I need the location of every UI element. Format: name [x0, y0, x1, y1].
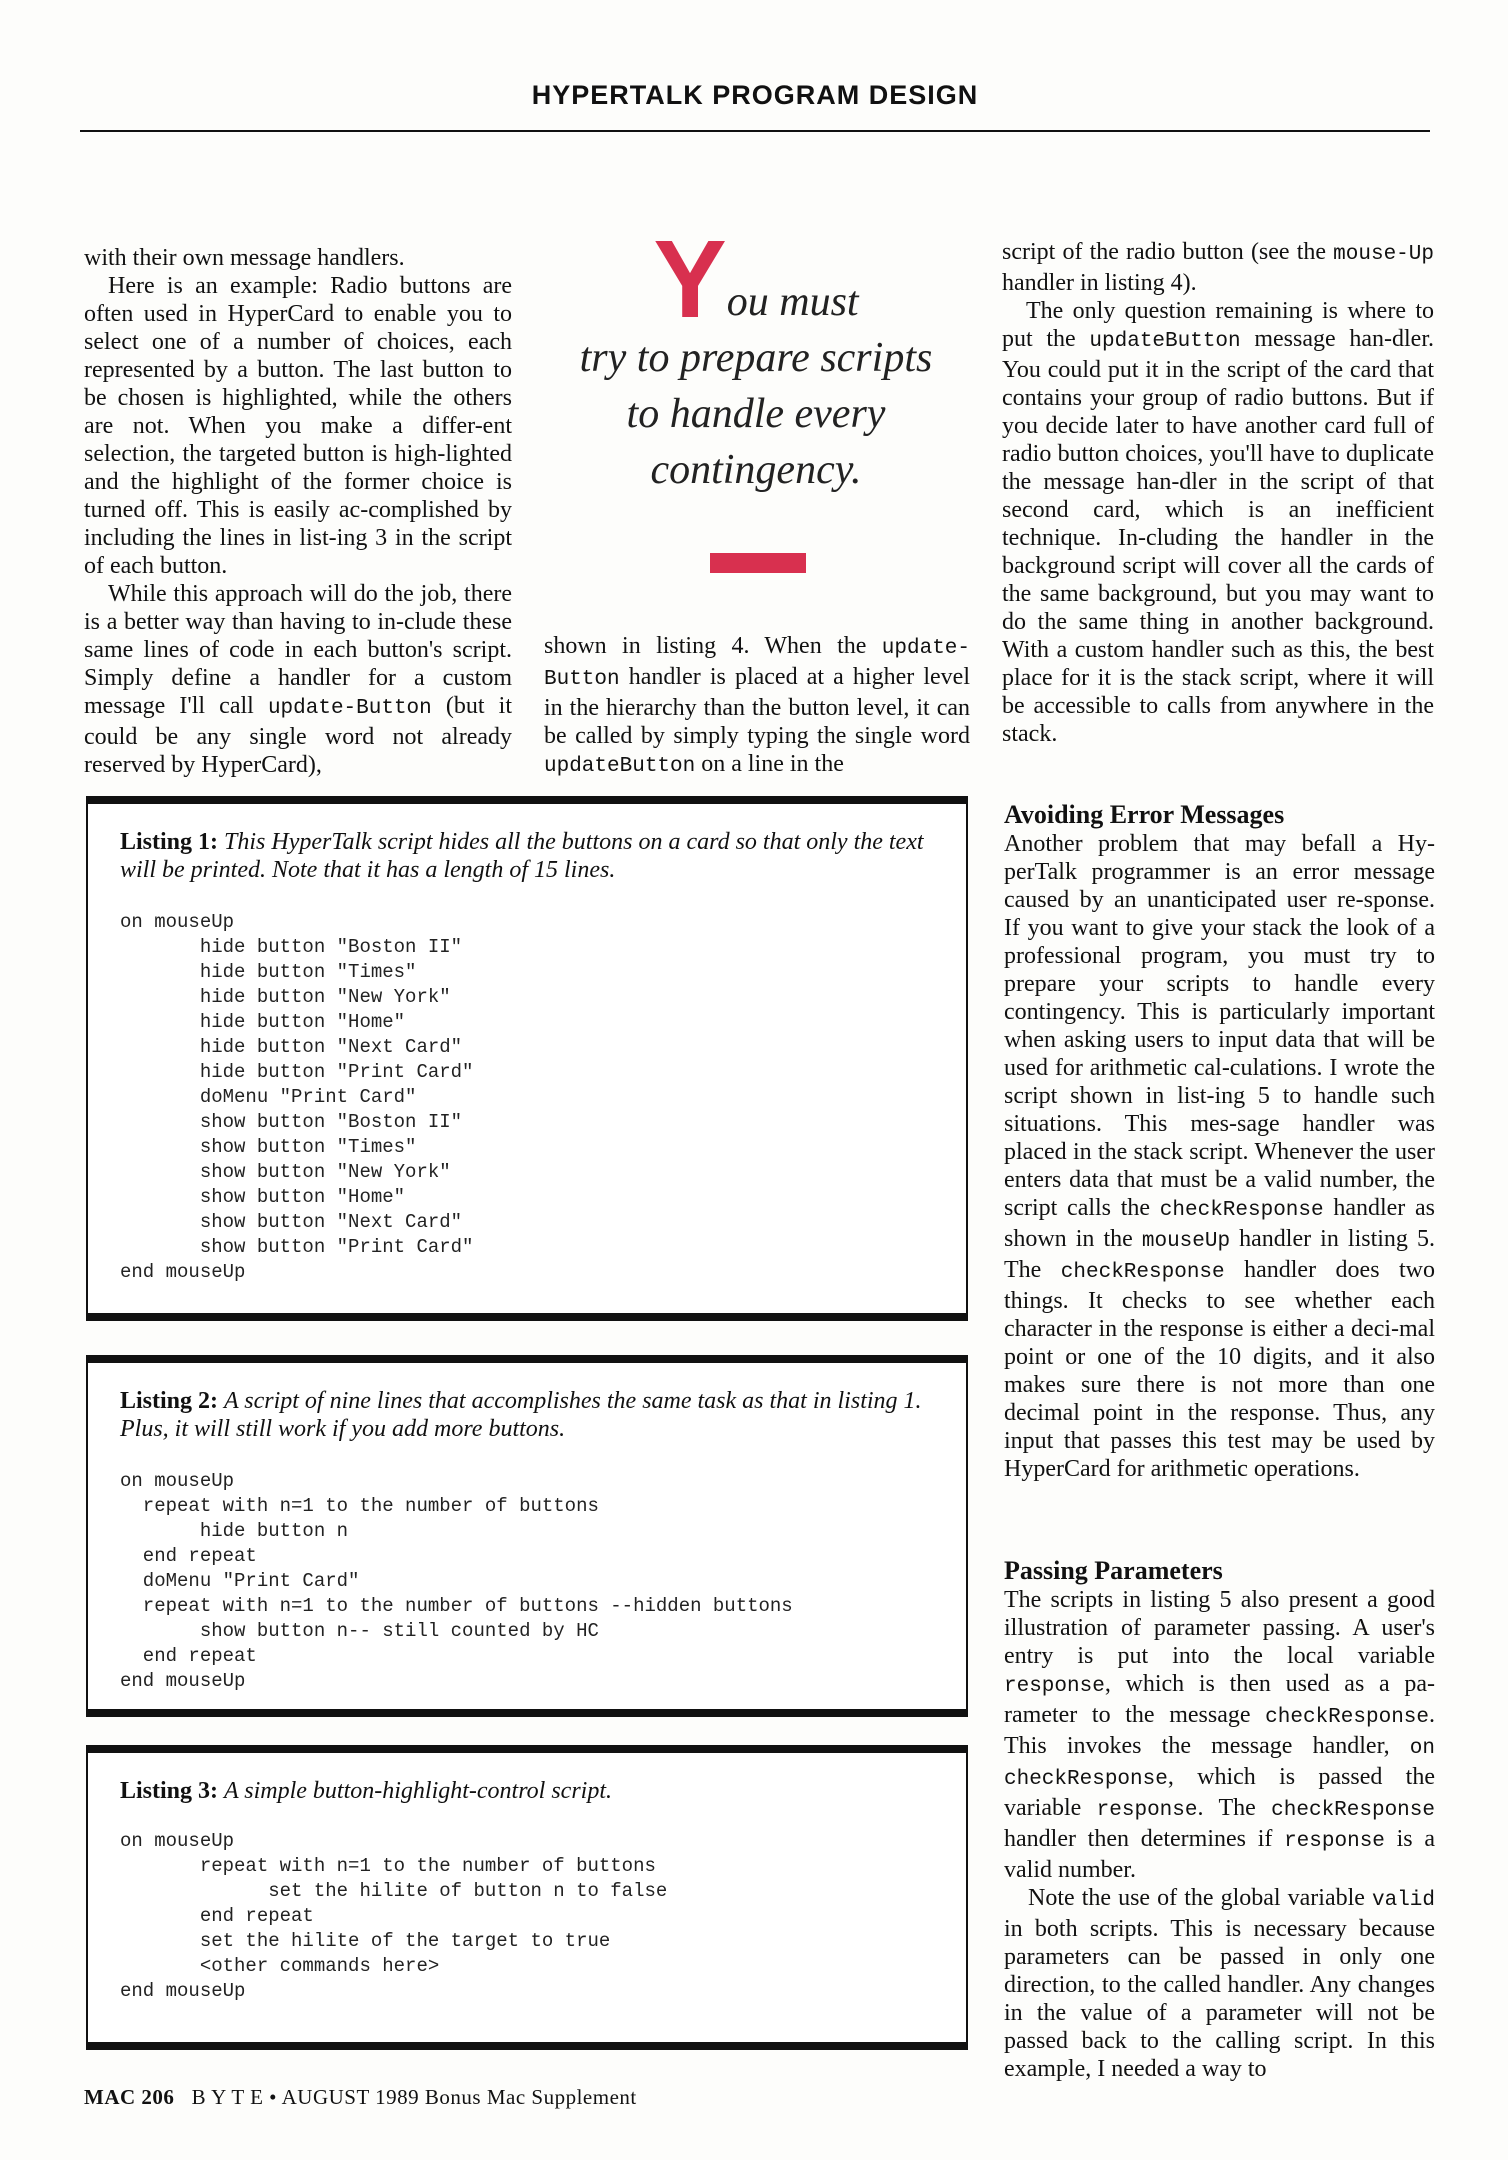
code-term: response: [1004, 1675, 1105, 1698]
text-run: on a line in the: [695, 751, 844, 777]
code-term: checkResponse: [1159, 1199, 1324, 1222]
text-run: shown in listing 4. When the: [544, 633, 882, 659]
middle-column: [544, 632, 970, 781]
code-term: mouseUp: [1141, 1230, 1231, 1253]
text-run: handler in listing 4).: [1002, 270, 1197, 296]
text-run: is a valid number.: [1004, 1826, 1435, 1883]
code-term: on checkResponse: [1004, 1737, 1435, 1791]
code-term: checkResponse: [1060, 1261, 1225, 1284]
paragraph: [1004, 830, 1435, 1483]
text-run: in both scripts. This is necessary because parameters can be passed in only one direction, to the called handler. Any changes in the value of a parameter will not be passed back to the calling script. In this example, I needed a way to: [1004, 1916, 1435, 2082]
paragraph: [544, 632, 970, 781]
paragraph: [84, 580, 512, 779]
text-run: handler then determines if: [1004, 1826, 1285, 1852]
listing-label: Listing 1:: [120, 829, 219, 855]
text-run: handler in listing 5. The: [1004, 1226, 1435, 1283]
text-run: handler is placed at a higher level in the hierarchy than the button level, it can be called by simply typing the single word: [544, 664, 970, 749]
text-run: . The: [1197, 1795, 1272, 1821]
text-run: The scripts in listing 5 also present a good illustration of parameter passing. A user's entry is put into the local variable: [1004, 1587, 1435, 1669]
listing-code: on mouseUp repeat with n=1 to the number of buttons hide button n end repeat doMenu "Print Card" repeat with n=1 to the number of buttons --hidden buttons show button n-- still counted by HC end repeat end mouseUp: [120, 1470, 793, 1692]
text-run: While this approach will do the job, there is a better way than having to in-clude these same lines of code in each button's script. Simply define a handler for a custom message I'll call: [84, 581, 512, 719]
right-column-bottom: [1004, 1556, 1435, 2083]
text-run: Another problem that may befall a Hy-perTalk programmer is an error message caused by an unanticipated user re-sponse. If you want to give your stack the look of a professional program, you must try to prepare your scripts to handle every contingency. This is particularly important when asking users to input data that will be used for arithmetic cal-culations. I wrote the script shown in list-ing 5 to handle such situations. This mes-sage handler was placed in the stack script. Whenever the user enters data that must be a valid number, the script calls the: [1004, 831, 1435, 1221]
pull-quote-line: ou must: [726, 279, 859, 325]
code-term: response: [1284, 1830, 1385, 1853]
left-column: [84, 244, 512, 779]
listing-code: on mouseUp repeat with n=1 to the number of buttons set the hilite of button n to false end repeat set the hilite of the target to true <other commands here> end mouseUp: [120, 1830, 668, 2002]
pull-quote-line: try to prepare scripts: [579, 335, 933, 381]
pull-quote: [560, 218, 952, 498]
listing-caption-text: This HyperTalk script hides all the buttons on a card so that only the text will be printed. Note that it has a length of 15 lines.: [120, 829, 924, 883]
running-header: HYPERTALK PROGRAM DESIGN: [531, 80, 979, 110]
listing-label: Listing 2:: [120, 1388, 219, 1414]
code-term: valid: [1371, 1889, 1435, 1912]
listing-caption: [120, 1777, 940, 1805]
issue-date: AUGUST 1989 Bonus Mac Supplement: [281, 2085, 637, 2109]
section-heading: Avoiding Error Messages: [1004, 800, 1285, 829]
pull-quote-line: contingency.: [650, 447, 862, 493]
page-footer: [84, 2085, 637, 2110]
section-heading: Passing Parameters: [1004, 1556, 1223, 1585]
right-column-middle: [1004, 800, 1435, 1483]
listing-box: [86, 796, 968, 1321]
code-term: update-Button: [544, 637, 970, 691]
text-run: message han-dler. You could put it in the script of the card that contains your group of radio buttons. But if you decide later to have another card full of radio button choices, you'll have to duplicate the message han-dler in the script of that second card, which is an inefficient technique. In-cluding the handler in the background script will cover all the cards of the same background, but you may want to do the same thing in another background. With a custom handler such as this, the best place for it is the stack script, where it will be accessible to calls from anywhere in the stack.: [1002, 326, 1434, 747]
right-column-top: [1002, 238, 1434, 748]
listing-box: [86, 1355, 968, 1717]
paragraph: [1002, 238, 1434, 297]
page-number: MAC 206: [84, 2085, 175, 2109]
text-run: (but it could be any single word not already reserved by HyperCard),: [84, 693, 512, 778]
footer-bullet: •: [269, 2085, 278, 2109]
paragraph: [1004, 1884, 1435, 2083]
text-run: The only question remaining is where to put the: [1002, 298, 1434, 352]
pull-quote-accent-bar: [710, 553, 806, 573]
text-run: handler as shown in the: [1004, 1195, 1435, 1252]
text-run: handler does two things. It checks to see whether each character in the response is either a deci-mal point or one of the 10 digits, and it also makes sure there is not more than one decimal point in the response. Thus, any input that passes this test may be used by HyperCard for arithmetic operations.: [1004, 1257, 1435, 1482]
pull-quote-initial: Y: [653, 218, 727, 341]
paragraph: [1002, 297, 1434, 748]
text-run: , which is then used as a pa-rameter to the message: [1004, 1671, 1435, 1728]
text-run: script of the radio button (see the: [1002, 239, 1334, 265]
paragraph: with their own message handlers.: [84, 245, 405, 271]
listing-caption-text: A script of nine lines that accomplishes the same task as that in listing 1. Plus, it will still work if you add more buttons.: [120, 1388, 922, 1442]
paragraph: Here is an example: Radio buttons are often used in HyperCard to enable you to select one of a number of choices, each represented by a button. The last button to be chosen is highlighted, while the others are not. When you make a differ-ent selection, the targeted button is high-lighted and the highlight of the former choice is turned off. This is easily ac-complished by including the lines in list-ing 3 in the script of each button.: [84, 273, 512, 579]
text-run: Note the use of the global variable: [1028, 1885, 1372, 1911]
text-run: . This invokes the message handler,: [1004, 1702, 1435, 1759]
listing-box: [86, 1745, 968, 2050]
listing-caption: [120, 828, 940, 884]
code-term: checkResponse: [1271, 1799, 1435, 1822]
listing-code: on mouseUp hide button "Boston II" hide button "Times" hide button "New York" hide button "Home" hide button "Next Card" hide button "Print Card" doMenu "Print Card" show button "Boston II" show button "Times" show button "New York" show button "Home" show button "Next Card" show button "Print Card" end mouseUp: [120, 911, 474, 1283]
text-run: , which is passed the variable: [1004, 1764, 1435, 1821]
paragraph: [1004, 1586, 1435, 1884]
code-term: updateButton: [1089, 330, 1241, 353]
magazine-name: B Y T E: [191, 2085, 264, 2109]
code-term: checkResponse: [1265, 1706, 1429, 1729]
pull-quote-line: to handle every: [626, 391, 886, 437]
code-term: response: [1096, 1799, 1198, 1822]
listing-caption-text: A simple button-highlight-control script.: [224, 1778, 612, 1804]
code-term: updateButton: [544, 755, 696, 778]
header-rule: [80, 130, 1430, 132]
code-term: mouse-Up: [1333, 243, 1434, 266]
listing-caption: [120, 1387, 940, 1443]
code-term: update-Button: [267, 697, 432, 720]
listing-label: Listing 3:: [120, 1778, 219, 1804]
